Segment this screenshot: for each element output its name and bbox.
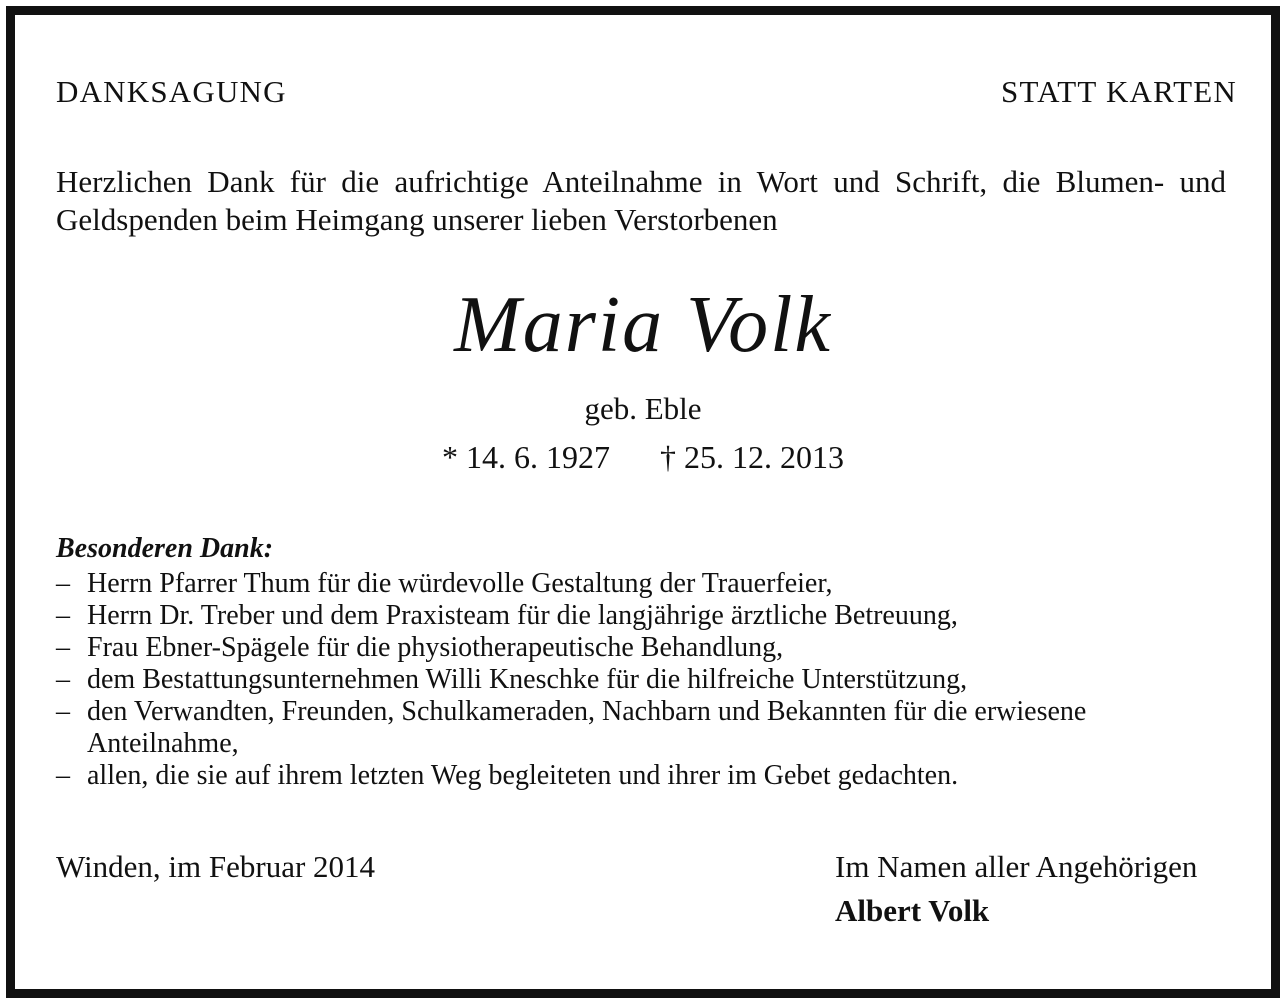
notice-content xyxy=(15,15,1271,989)
thanks-item-text: Herrn Pfarrer Thum für die würdevolle Gestaltung der Trauerfeier, xyxy=(87,568,833,599)
thanks-item-text: allen, die sie auf ihrem letzten Weg begleiteten und ihrer im Gebet gedachten. xyxy=(87,760,959,791)
dash-bullet: – xyxy=(56,600,70,631)
thanks-item xyxy=(56,632,1231,664)
intro-text: Herzlichen Dank für die aufrichtige Anteilnahme in Wort und Schrift, die Blumen- und Geldspenden beim Heimgang unserer lieben Verstorbenen xyxy=(56,164,1226,237)
deceased-name: Maria Volk xyxy=(454,281,832,369)
thanks-item-text: Frau Ebner-Spägele für die physiotherapeutische Behandlung, xyxy=(87,632,784,663)
special-thanks-list xyxy=(56,568,1231,792)
dash-bullet: – xyxy=(56,664,70,695)
thanks-item xyxy=(56,568,1231,600)
thanks-item xyxy=(56,600,1231,632)
dash-bullet: – xyxy=(56,760,70,791)
header-danksagung: DANKSAGUNG xyxy=(56,74,287,109)
place-date: Winden, im Februar 2014 xyxy=(56,849,376,884)
dash-bullet: – xyxy=(56,568,70,599)
death-date: † 25. 12. 2013 xyxy=(660,439,844,475)
thanks-item-text: dem Bestattungsunternehmen Willi Kneschke für die hilfreiche Unterstützung, xyxy=(87,664,968,695)
dash-bullet: – xyxy=(56,632,70,663)
family-line: Im Namen aller Angehörigen xyxy=(835,849,1198,884)
special-thanks-title: Besonderen Dank: xyxy=(56,533,274,564)
header-statt-karten: STATT KARTEN xyxy=(1001,74,1237,109)
thanks-item xyxy=(56,760,1231,792)
signer-name: Albert Volk xyxy=(835,893,990,928)
dash-bullet: – xyxy=(56,696,70,727)
thanks-item-text: den Verwandten, Freunden, Schulkameraden, Nachbarn und Bekannten für die erwiesene Anteilnahme, xyxy=(87,696,1087,759)
notice-frame xyxy=(6,6,1280,998)
thanks-item-text: Herrn Dr. Treber und dem Praxisteam für die langjährige ärztliche Betreuung, xyxy=(87,600,958,631)
life-dates xyxy=(15,441,1271,473)
thanks-item xyxy=(56,696,1231,760)
birth-date: * 14. 6. 1927 xyxy=(442,439,610,475)
thanks-item xyxy=(56,664,1231,696)
maiden-name: geb. Eble xyxy=(584,391,702,426)
